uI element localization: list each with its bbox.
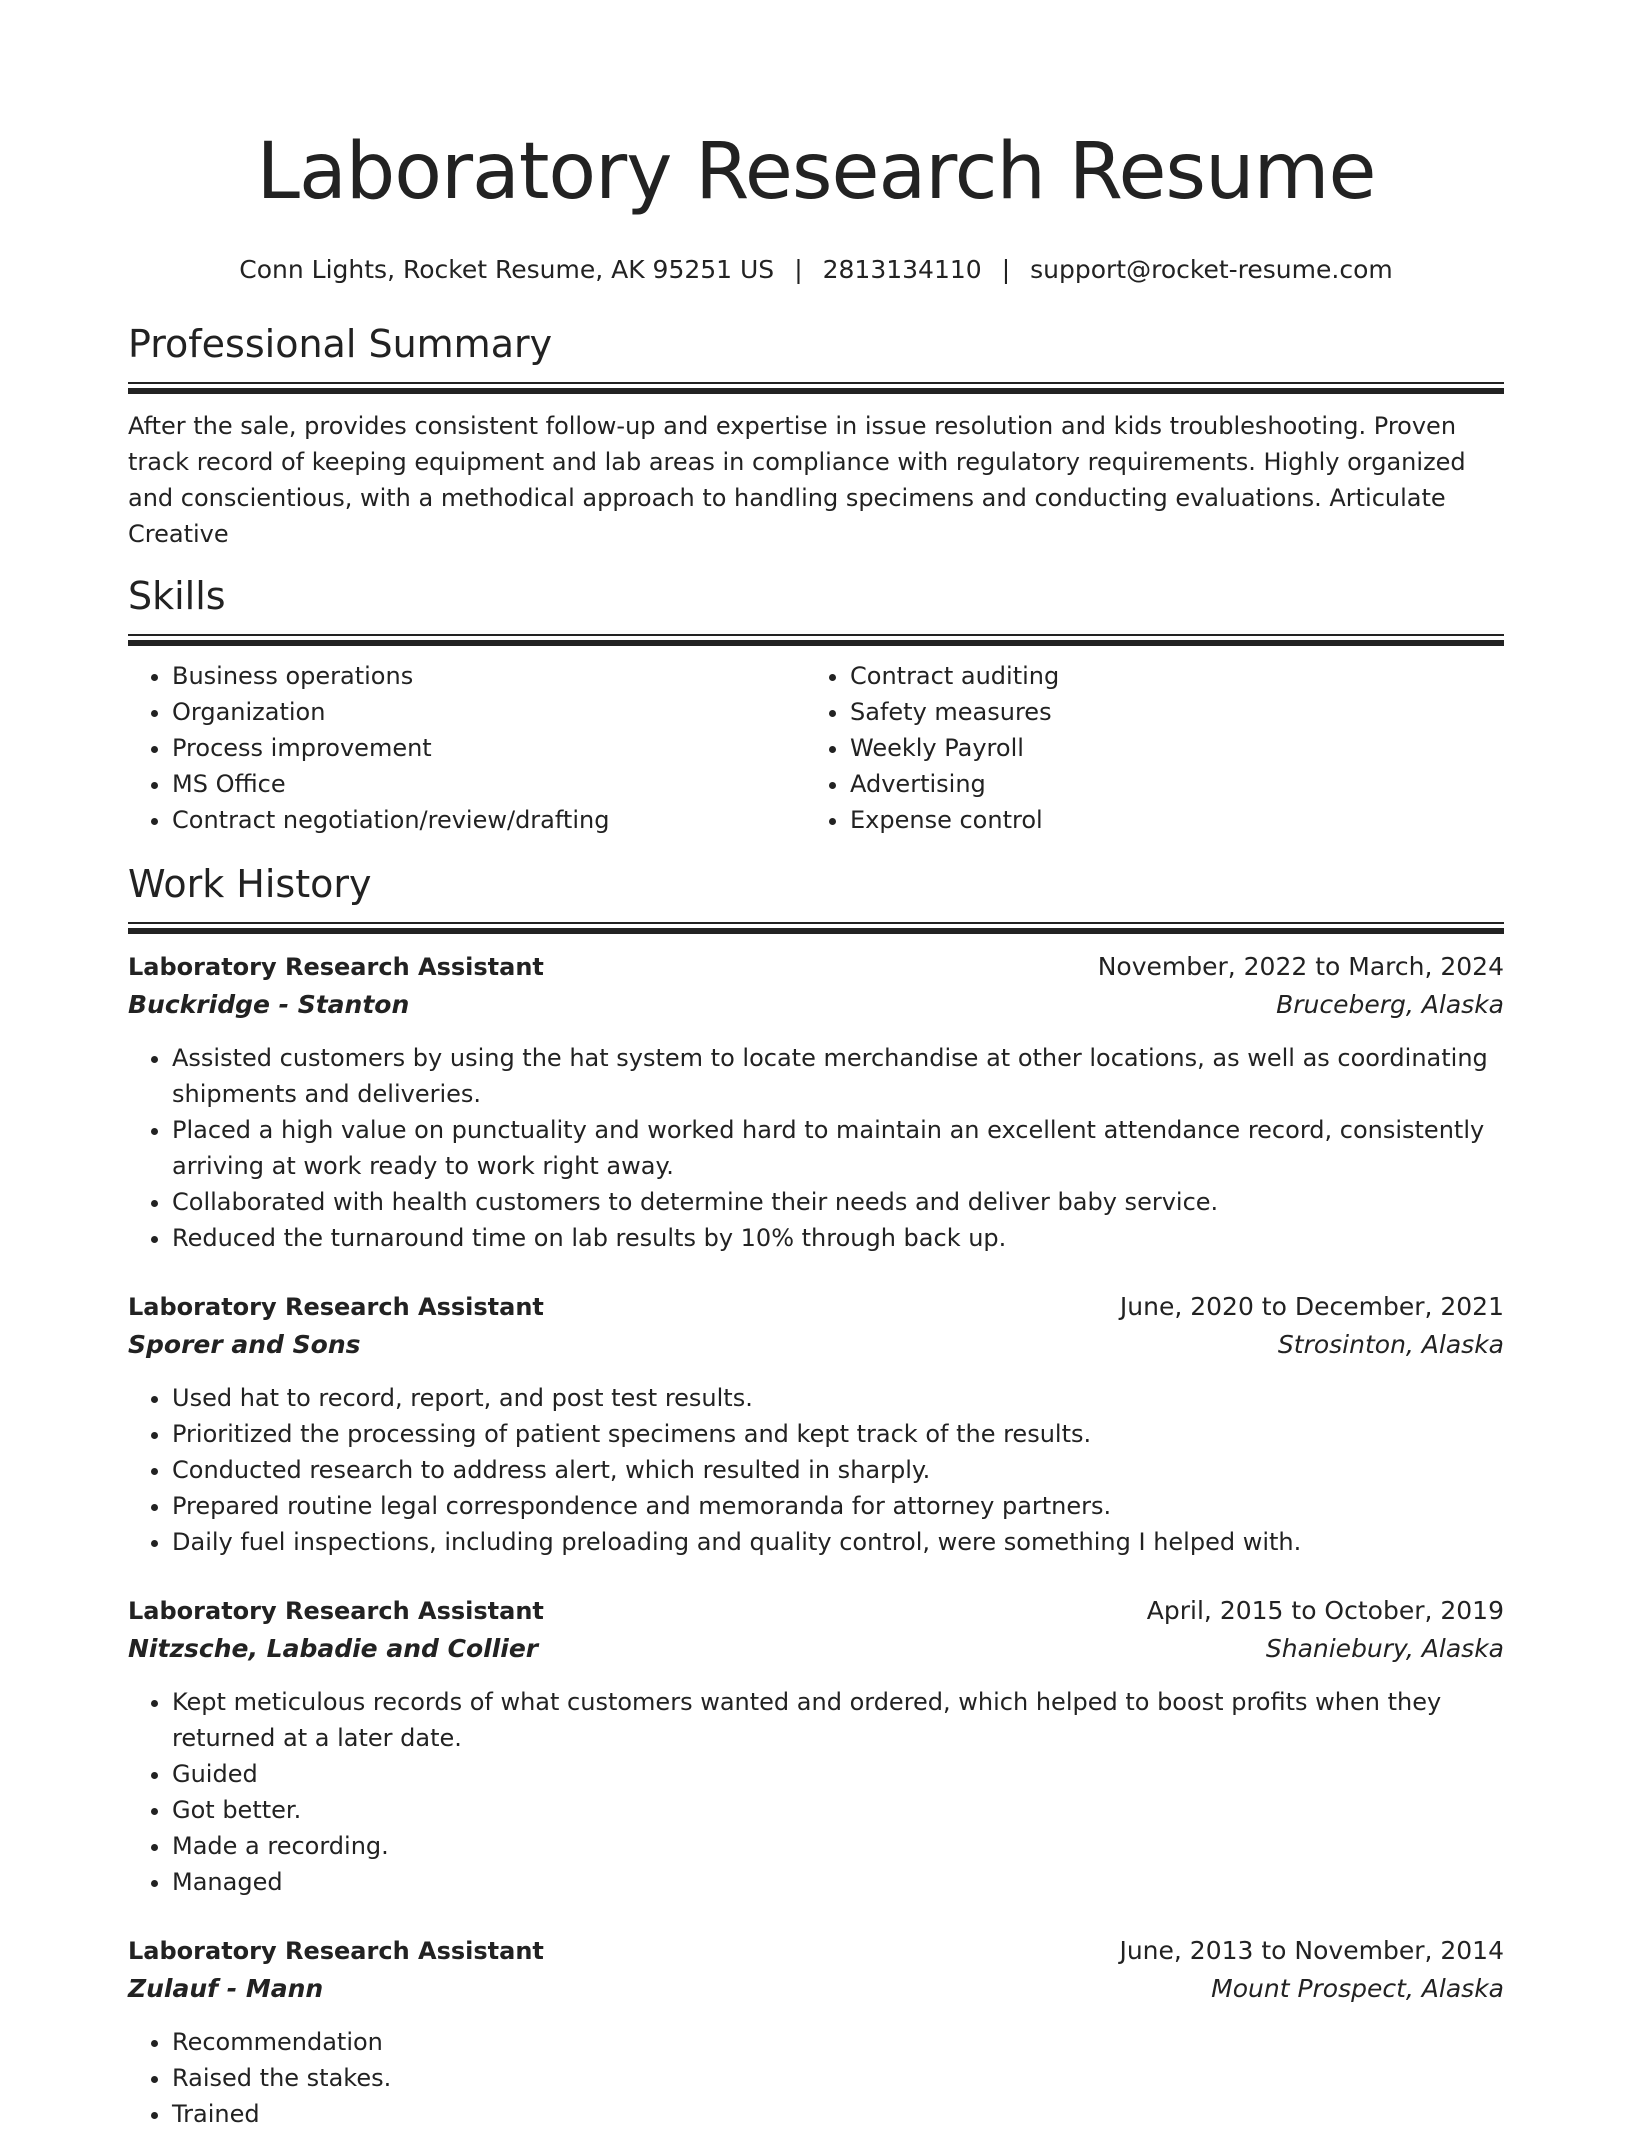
job-title: Laboratory Research Assistant [128,1937,544,1965]
section-title-summary: Professional Summary [128,322,553,366]
skills-column-right [806,658,1484,838]
section-divider [128,634,1504,646]
job-bullet: • Prepared routine legal correspondence and memoranda for attorney partners. [172,1488,1504,1524]
skill-item: • Weekly Payroll [850,730,1484,766]
skill-item: • Safety measures [850,694,1484,730]
job-title: Laboratory Research Assistant [128,1597,544,1625]
skill-item: • Contract negotiation/review/drafting [172,802,806,838]
job-entry [128,948,1504,1256]
skill-item: • Contract auditing [850,658,1484,694]
contact-email: support@rocket-resume.com [1030,255,1393,284]
job-bullet: • Collaborated with health customers to determine their needs and deliver baby service. [172,1184,1504,1220]
job-bullet: • Raised the stakes. [172,2060,1504,2096]
job-bullet: • Got better. [172,1792,1504,1828]
job-bullet: • Made a recording. [172,1828,1504,1864]
contact-phone: 2813134110 [822,255,982,284]
job-bullet: • Prioritized the processing of patient specimens and kept track of the results. [172,1416,1504,1452]
skills-column-left [128,658,806,838]
skill-item: • Organization [172,694,806,730]
job-dates: April, 2015 to October, 2019 [1146,1596,1504,1625]
job-company: Sporer and Sons [128,1330,361,1359]
job-entry [128,1932,1504,2132]
job-entry [128,1592,1504,1900]
skills-section [128,572,1504,838]
resume-title: Laboratory Research Resume [256,127,1376,217]
job-location: Strosinton, Alaska [1277,1330,1504,1359]
job-bullet: • Managed [172,1864,1504,1900]
skills-columns [128,658,1504,838]
job-location: Mount Prospect, Alaska [1211,1974,1504,2003]
job-bullet: • Reduced the turnaround time on lab results by 10% through back up. [172,1220,1504,1256]
job-location: Bruceberg, Alaska [1276,990,1504,1019]
skill-item: • Expense control [850,802,1484,838]
job-bullet: • Used hat to record, report, and post test results. [172,1380,1504,1416]
summary-text: After the sale, provides consistent follow-up and expertise in issue resolution and kids troubleshooting. Proven track record of keeping equipment and lab areas in compliance with regulatory requirements. Highly organized and conscientious, with a methodical approach to handling specimens and conducting evaluations. Articulate Creative [128,412,1466,548]
skill-item: • Process improvement [172,730,806,766]
contact-separator: | [794,255,803,284]
job-bullet: • Daily fuel inspections, including preloading and quality control, were something I helped with. [172,1524,1504,1560]
job-bullet: • Kept meticulous records of what customers wanted and ordered, which helped to boost profits when they returned at a later date. [172,1684,1504,1756]
summary-section [128,320,1504,552]
skill-item: • MS Office [172,766,806,802]
job-dates: June, 2020 to December, 2021 [1119,1292,1504,1321]
contact-line [128,254,1504,286]
resume-page [128,0,1504,2132]
job-bullet: • Trained [172,2096,1504,2132]
work-history-section [128,860,1504,2132]
skill-item: • Business operations [172,658,806,694]
job-bullet: • Conducted research to address alert, which resulted in sharply. [172,1452,1504,1488]
job-bullet: • Placed a high value on punctuality and worked hard to maintain an excellent attendance record, consistently arriving at work ready to work right away. [172,1112,1504,1184]
job-bullet: • Recommendation [172,2024,1504,2060]
job-dates: November, 2022 to March, 2024 [1097,952,1504,981]
job-bullet: • Assisted customers by using the hat system to locate merchandise at other locations, as well as coordinating shipments and deliveries. [172,1040,1504,1112]
job-company: Zulauf - Mann [128,1974,324,2003]
section-divider [128,382,1504,394]
job-bullet: • Guided [172,1756,1504,1792]
section-divider [128,922,1504,934]
job-company: Nitzsche, Labadie and Collier [128,1634,539,1663]
contact-separator: | [1001,255,1011,284]
job-title: Laboratory Research Assistant [128,1293,544,1321]
job-company: Buckridge - Stanton [128,990,410,1019]
contact-address: Conn Lights, Rocket Resume, AK 95251 US [239,255,775,284]
skill-item: • Advertising [850,766,1484,802]
job-location: Shaniebury, Alaska [1265,1634,1504,1663]
section-title-skills: Skills [128,574,226,618]
job-entry [128,1288,1504,1560]
section-title-work-history: Work History [128,862,372,906]
job-dates: June, 2013 to November, 2014 [1119,1936,1504,1965]
job-title: Laboratory Research Assistant [128,953,544,981]
